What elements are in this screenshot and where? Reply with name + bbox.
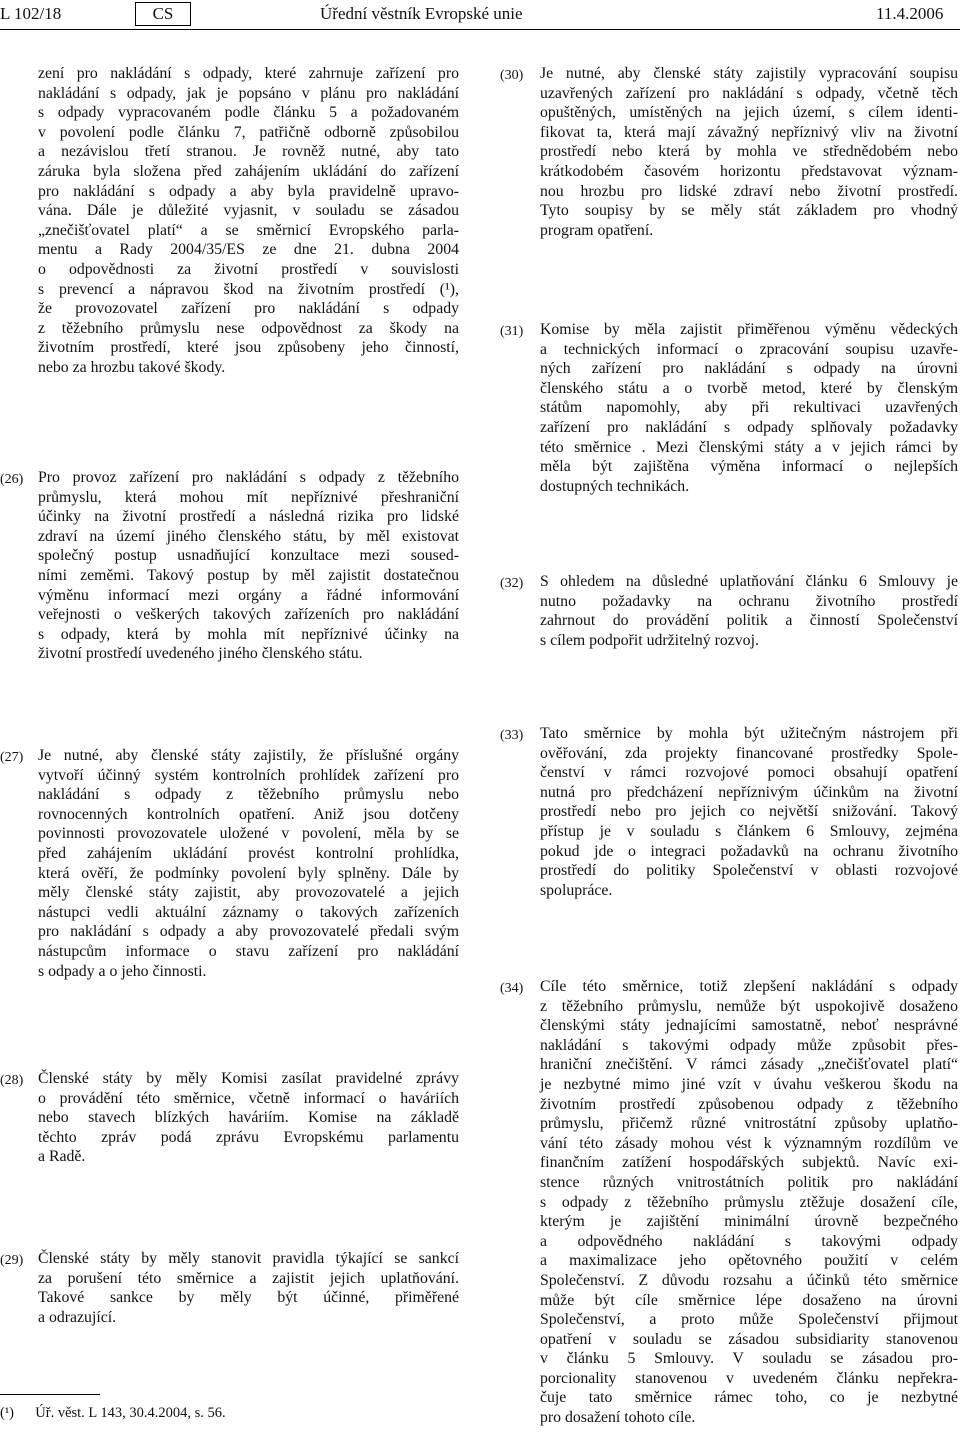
text-line: rovnocenných kontrolních opatření. Aniž jsou dotčeny	[38, 805, 459, 823]
publication-date: 11.4.2006	[876, 4, 944, 23]
text-line: nakládání s odpady z těžebního průmyslu nebo	[38, 786, 459, 804]
text-line: která ověří, že podmínky povolení byly splněny. Dále by	[38, 864, 459, 882]
text-line: Je nutné, aby členské státy zajistily vypracování soupisu	[540, 65, 958, 82]
text-line: této směrnice . Mezi členskými státy a v jejich rámci by	[540, 438, 958, 456]
text-line: pro dosažení tohoto cíle.	[540, 1409, 696, 1427]
text-line: výměnu informací mezi orgány a řádné informování	[38, 586, 459, 604]
page-reference: L 102/18	[0, 4, 62, 23]
text-line: prostředí nebo pro jejich co největší snižování. Takový	[540, 803, 958, 821]
text-line: z těžebního průmyslu nese odpovědnost za škody na	[38, 319, 459, 337]
text-line: nebo stavech blízkých haváriím. Komise na základě	[38, 1109, 459, 1127]
recital-text	[540, 64, 958, 240]
recital-number: (27)	[0, 750, 24, 765]
text-line: krátkodobém časovém horizontu představovat význam-	[540, 162, 958, 180]
text-line: z těžebního průmyslu, nemůže být uspokojivě dosaženo	[540, 997, 958, 1015]
text-line: opuštěných, umístěných na jejich území, s cílem identi-	[540, 104, 958, 122]
text-line: fikovat ta, která mají závažný nepříznivý vliv na životní	[540, 123, 958, 141]
text-line: pokud jde o integraci požadavků na ochranu životního	[540, 842, 958, 860]
text-line: Členské státy by měly stanovit pravidla týkající se sankcí	[38, 1250, 459, 1267]
text-line: čuje tato směrnice rámec toho, co je nezbytné	[540, 1389, 958, 1407]
text-line: před zahájením ukládání provést kontrolní prohlídka,	[38, 844, 459, 862]
text-line: S ohledem na důsledné uplatňování článku 6 Smlouvy je	[540, 573, 958, 590]
text-line: zahrnout do provádění politik a činností Společenství	[540, 612, 958, 630]
text-line: o provádění této směrnice, včetně informací o haváriích	[38, 1089, 459, 1107]
text-line: mentu a Rady 2004/35/ES ze dne 21. dubna 2004	[38, 241, 459, 259]
text-line: Společenství. Z důvodu rozsahu a účinků této směrnice	[540, 1271, 958, 1289]
text-line: vána. Dále je důležité vyjasnit, v souladu se zásadou	[38, 202, 459, 220]
text-line: s prevencí a nápravou škod na životním prostředí (¹),	[38, 280, 459, 298]
footnote-rule	[0, 1394, 100, 1395]
recital-text	[38, 746, 459, 981]
text-line: záruka byla složena před zahájením ukládání do zařízení	[38, 162, 459, 180]
footnote-marker: (¹)	[0, 1405, 15, 1421]
text-line: státům napomohly, aby při rekultivaci uzavřených	[540, 399, 958, 417]
text-line: a technických informací o zpracování soupisu uzavře-	[540, 340, 958, 358]
text-line: prostředí do politiky Společenství v oblasti rozvojové	[540, 862, 958, 880]
text-line: vání této zásady mohou vést k významným rozdílům ve	[540, 1134, 958, 1152]
text-line: s odpady z těžebního průmyslu ztěžuje dosažení cíle,	[540, 1193, 958, 1211]
language-code-badge: CS	[135, 2, 191, 26]
text-line: Cíle této směrnice, totiž zlepšení nakládání s odpady	[540, 978, 958, 995]
intro-continuation	[38, 64, 459, 378]
text-line: a maximalizace jeho opětovného použití v celém	[540, 1252, 958, 1270]
recital-text	[540, 977, 958, 1428]
text-line: uzavřených zařízení pro nakládání s odpady, včetně těch	[540, 84, 958, 102]
text-line: že provozovatel zařízení pro nakládání s odpady	[38, 300, 459, 318]
recital-text	[540, 572, 958, 650]
recital-number: (31)	[500, 324, 524, 339]
journal-title: Úřední věstník Evropské unie	[320, 4, 523, 23]
text-line: členského státu a o tvorbě metod, které by členským	[540, 379, 958, 397]
text-line: „znečišťovatel platí“ a se směrnicí Evropského parla-	[38, 221, 459, 239]
text-line: nástupcům informace o stavu zařízení pro nakládání	[38, 942, 459, 960]
text-line: účinky na životní prostředí a následná rizika pro lidské	[38, 508, 459, 526]
recital-number: (29)	[0, 1253, 24, 1268]
text-line: finančním zatížení hospodářských subjektů. Navíc exi-	[540, 1154, 958, 1172]
text-line: nakládání s takovými odpady může způsobit přes-	[540, 1036, 958, 1054]
text-line: Členské státy by měly Komisi zasílat pravidelné zprávy	[38, 1070, 459, 1087]
text-line: veřejnosti o veškerých takových zařízeních pro nakládání	[38, 606, 459, 624]
text-line: měla být zajištěna výměna informací o nejlepších	[540, 458, 958, 476]
recital-number: (32)	[500, 576, 524, 591]
text-line: ověřování, zda projekty financované prostředky Spole-	[540, 744, 958, 762]
text-line: vytvoří účinný systém kontrolních prohlídek zařízení pro	[38, 766, 459, 784]
text-line: měly členské státy zajistit, aby provozovatelé a jejich	[38, 884, 459, 902]
recital-number: (28)	[0, 1073, 24, 1088]
text-line: společný postup usnadňující konzultace mezi soused-	[38, 547, 459, 565]
text-line: průmyslu, která mohou mít nepříznivé přeshraniční	[38, 488, 459, 506]
header-rule	[0, 29, 960, 30]
text-line: nakládání s odpady, jak je popsáno v plánu pro nakládání	[38, 84, 459, 102]
text-line: nástupci vedli aktuální záznamy o takových zařízeních	[38, 903, 459, 921]
text-line: s cílem podpořit udržitelný rozvoj.	[540, 631, 759, 649]
text-line: porcionality stanovenou v uvedeném článku nepřekra-	[540, 1369, 958, 1387]
text-line: o odpovědnosti za životní prostředí v souvislosti	[38, 260, 459, 278]
text-line: kterým je zajištění minimální úrovně bezpečného	[540, 1213, 958, 1231]
text-line: a nezávislou třetí stranou. Je rovněž nutné, aby tato	[38, 143, 459, 161]
text-line: čenství v rámci rozvojové pomoci obsahují opatření	[540, 764, 958, 782]
text-line: nebo za hrozbu takové škody.	[38, 358, 226, 376]
footnote	[0, 1405, 226, 1422]
text-line: a odpovědného nakládání s takovými odpady	[540, 1232, 958, 1250]
text-line: ných zařízení pro nakládání s odpady na úrovni	[540, 360, 958, 378]
recital-number: (33)	[500, 728, 524, 743]
text-line: stence různých vnitrostátních politik pro nakládání	[540, 1173, 958, 1191]
page-header	[0, 0, 960, 30]
text-line: Takové sankce by měly být účinné, přiměřené	[38, 1289, 459, 1307]
text-line: s odpady, která by mohla mít nepříznivé účinky na	[38, 625, 459, 643]
text-line: prostředí nebo která by mohla ve střednědobém nebo	[540, 143, 958, 161]
text-line: průmyslu, přičemž různé vnitrostátní způsoby uplatňo-	[540, 1115, 958, 1133]
text-line: zařízení pro nakládání s odpady splňovaly požadavky	[540, 418, 958, 436]
footnote-text: Úř. věst. L 143, 30.4.2004, s. 56.	[35, 1405, 226, 1421]
text-line: je nezbytné mimo jiné vzít v úvahu veškerou škodu na	[540, 1075, 958, 1093]
text-line: životní prostředí uvedeného jiného členského státu.	[38, 645, 363, 663]
recital-number: (30)	[500, 68, 524, 83]
recital-number: (26)	[0, 472, 24, 487]
text-line: s odpady a o jeho činnosti.	[38, 962, 207, 980]
text-line: nou hrozbu pro lidské zdraví nebo životní prostředí.	[540, 182, 958, 200]
text-line: a odrazující.	[38, 1308, 117, 1326]
text-line: Tato směrnice by mohla být užitečným nástrojem při	[540, 725, 958, 742]
text-line: zení pro nakládání s odpady, které zahrnuje zařízení pro	[38, 65, 459, 82]
text-line: program opatření.	[540, 221, 654, 239]
text-line: v článku 5 Smlouvy. V souladu se zásadou pro-	[540, 1350, 958, 1368]
recital-text	[38, 1249, 459, 1327]
text-line: životním prostředí způsobenou odpady z těžebního	[540, 1095, 958, 1113]
intro-lines	[38, 64, 459, 378]
recital-text	[38, 1069, 459, 1167]
text-line: s odpady vypracovaném podle článku 5 a požadovaném	[38, 104, 459, 122]
recital-text	[540, 320, 958, 496]
text-line: přístup je v souladu s článkem 6 Smlouvy, zejména	[540, 822, 958, 840]
text-line: hraniční znečištění. V rámci zásady „znečišťovatel platí“	[540, 1056, 958, 1074]
recital-number: (34)	[500, 981, 524, 996]
text-line: opatření v souladu se zásadou subsidiarity stanovenou	[540, 1330, 958, 1348]
text-line: povinnosti provozovatele uložené v povolení, měla by se	[38, 825, 459, 843]
text-line: spolupráce.	[540, 881, 613, 899]
text-line: Pro provoz zařízení pro nakládání s odpady z těžebního	[38, 469, 459, 486]
text-line: dostupných technikách.	[540, 477, 690, 495]
text-line: pro nakládání s odpady a aby byla pravidelně upravo-	[38, 182, 459, 200]
recital-text	[540, 724, 958, 900]
recital-text	[38, 468, 459, 664]
text-line: Společenství, a proto může Společenství přijmout	[540, 1311, 958, 1329]
text-line: v povolení podle článku 7, patřičně odborně způsobilou	[38, 123, 459, 141]
text-line: pro nakládání s odpady a aby provozovatelé předali svým	[38, 923, 459, 941]
text-line: za porušení této směrnice a zajistit jejich uplatňování.	[38, 1269, 459, 1287]
text-line: ními zeměmi. Takový postup by měl zajistit dostatečnou	[38, 566, 459, 584]
text-line: zdraví na území jiného členského státu, by měl existovat	[38, 527, 459, 545]
text-line: členskými státy jednajícími samostatně, neboť nesprávné	[540, 1017, 958, 1035]
text-line: může být cíle směrnice lépe dosaženo na úrovni	[540, 1291, 958, 1309]
text-line: Komise by měla zajistit přiměřenou výměnu vědeckých	[540, 321, 958, 338]
text-line: těchto zpráv podá zprávu Evropskému parlamentu	[38, 1128, 459, 1146]
text-line: nutno požadavky na ochranu životního prostředí	[540, 592, 958, 610]
text-line: a Radě.	[38, 1148, 86, 1166]
text-line: životním prostředí, které jsou způsobeny jeho činností,	[38, 339, 459, 357]
text-line: Je nutné, aby členské státy zajistily, že příslušné orgány	[38, 747, 459, 764]
text-line: Tyto soupisy by se měly stát základem pro vhodný	[540, 202, 958, 220]
text-line: nutná pro předcházení nepříznivým účinkům na životní	[540, 783, 958, 801]
